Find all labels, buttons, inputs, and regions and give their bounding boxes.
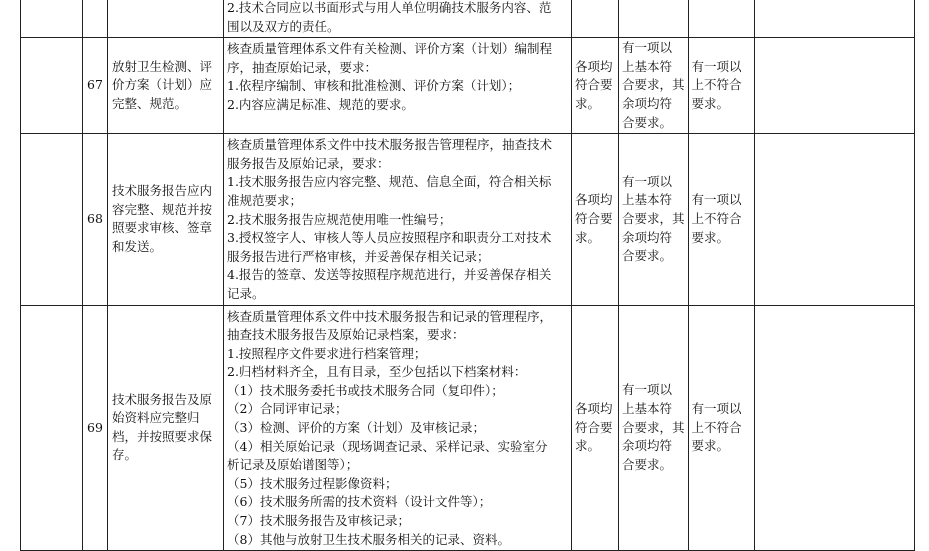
check-line: 1.按照程序文件要求进行档案管理；	[227, 345, 427, 361]
basic-line: 有一项以	[622, 40, 673, 56]
item-line: 照要求审核、签章	[112, 220, 213, 236]
standard-line: 各项均	[575, 192, 613, 208]
fail-line: 有一项以	[691, 192, 742, 208]
basic-compliant-cell	[619, 305, 689, 551]
item-line: 技术服务报告应内	[112, 183, 213, 199]
item-line: 容完整、规范并按	[112, 201, 213, 217]
item-description	[108, 38, 224, 134]
item-description	[108, 305, 224, 551]
check-line: 核查质量管理体系文件中技术服务报告管理程序，抽查技术	[227, 137, 553, 153]
item-line: 始资料应完整归	[112, 410, 200, 426]
check-method	[224, 305, 572, 551]
fail-line: 要求。	[691, 229, 730, 245]
fail-line: 上不符合	[691, 211, 742, 227]
check-line: 核查质量管理体系文件有关检测、评价方案（计划）编制程	[227, 41, 553, 57]
basic-line: 余项均符	[622, 229, 673, 245]
non-compliant-cell	[688, 0, 754, 38]
basic-line: 合要求，其	[622, 77, 685, 93]
standard-line: 求。	[575, 95, 601, 111]
basic-line: 合要求，其	[622, 419, 685, 435]
basic-compliant-cell	[619, 0, 689, 38]
standard-line: 符合要	[575, 77, 613, 93]
check-line: 3.授权签字人、审核人等人员应按照程序和职责分工对技术	[227, 230, 552, 246]
item-line: 价方案（计划）应	[112, 77, 213, 93]
right-blank-cell	[754, 134, 914, 305]
table-row	[21, 38, 915, 134]
standard-line: 求。	[575, 438, 601, 454]
check-line: 抽查技术服务报告及原始记录档案，要求：	[227, 327, 465, 343]
fail-line: 有一项以	[691, 400, 742, 416]
check-line: 2.技术合同应以书面形式与用人单位明确技术服务内容、范	[227, 0, 552, 15]
standard-line: 各项均	[575, 400, 613, 416]
standard-line: 各项均	[575, 58, 613, 74]
standard-line: 符合要	[575, 419, 613, 435]
check-line: 4.报告的签章、发送等按照程序规范进行，并妥善保存相关	[227, 267, 552, 283]
left-margin-cell	[21, 134, 83, 305]
item-line: 存。	[112, 447, 138, 463]
item-line: 放射卫生检测、评	[112, 58, 213, 74]
left-margin-cell	[21, 38, 83, 134]
check-line: （8）其他与放射卫生技术服务相关的记录、资料。	[227, 531, 510, 547]
non-compliant-cell	[688, 38, 754, 134]
standard-compliant-cell	[572, 134, 619, 305]
check-line: （1）技术服务委托书或技术服务合同（复印件）；	[227, 382, 504, 398]
check-method	[224, 0, 572, 38]
basic-compliant-cell	[619, 134, 689, 305]
check-line: 记录。	[227, 285, 265, 301]
basic-compliant-cell	[619, 38, 689, 134]
check-line: 2.归档材料齐全，且有目录，至少包括以下档案材料：	[227, 364, 527, 380]
basic-line: 上基本符	[622, 192, 673, 208]
check-line: （7）技术服务报告及审核记录；	[227, 513, 410, 529]
basic-line: 合要求，其	[622, 211, 685, 227]
standard-line: 求。	[575, 229, 601, 245]
item-line: 和发送。	[112, 238, 163, 254]
basic-line: 余项均符	[622, 438, 673, 454]
check-line: 围以及双方的责任。	[227, 18, 340, 34]
standard-compliant-cell	[572, 38, 619, 134]
non-compliant-cell	[688, 305, 754, 551]
right-blank-cell	[754, 0, 914, 38]
check-line: 服务报告进行严格审核，并妥善保存相关记录；	[227, 248, 490, 264]
check-line: 2.内容应满足标准、规范的要求。	[227, 96, 414, 112]
check-line: （2）合同评审记录；	[227, 401, 348, 417]
check-line: 2.技术服务报告应规范使用唯一性编号；	[227, 211, 452, 227]
table-row	[21, 305, 915, 551]
check-method	[224, 134, 572, 305]
check-line: 序，抽查原始记录，要求：	[227, 59, 378, 75]
left-margin-cell	[21, 305, 83, 551]
check-line: 析记录及原始谱图等）；	[227, 457, 359, 473]
check-line: 核查质量管理体系文件中技术服务报告和记录的管理程序，	[227, 308, 553, 324]
fail-line: 要求。	[691, 438, 730, 454]
item-description	[108, 0, 224, 38]
check-line: （4）相关原始记录（现场调查记录、采样记录、实验室分	[227, 438, 548, 454]
item-line: 技术服务报告及原	[112, 391, 213, 407]
fail-line: 上不符合	[691, 77, 742, 93]
check-line: 服务报告及原始记录，要求：	[227, 155, 390, 171]
check-method	[224, 38, 572, 134]
non-compliant-cell	[688, 134, 754, 305]
item-description	[108, 134, 224, 305]
evaluation-table	[20, 0, 915, 551]
right-blank-cell	[754, 38, 914, 134]
left-margin-cell	[21, 0, 83, 38]
fail-line: 上不符合	[691, 419, 742, 435]
table-row	[21, 0, 915, 38]
check-line: （6）技术服务所需的技术资料（设计文件等）；	[227, 494, 492, 510]
standard-compliant-cell	[572, 305, 619, 551]
check-line: （3）检测、评价的方案（计划）及审核记录；	[227, 420, 485, 436]
basic-line: 合要求。	[622, 456, 673, 472]
item-number: 68	[83, 134, 108, 305]
basic-line: 有一项以	[622, 173, 673, 189]
standard-compliant-cell	[572, 0, 619, 38]
basic-line: 余项均符	[622, 95, 673, 111]
basic-line: 上基本符	[622, 58, 673, 74]
fail-line: 要求。	[691, 95, 730, 111]
item-number: 69	[83, 305, 108, 551]
item-line: 档，并按照要求保	[112, 428, 213, 444]
item-number: 67	[83, 38, 108, 134]
fail-line: 有一项以	[691, 58, 742, 74]
basic-line: 有一项以	[622, 382, 673, 398]
table-row	[21, 134, 915, 305]
check-line: 准规范要求；	[227, 192, 303, 208]
check-line: （5）技术服务过程影像资料；	[227, 475, 398, 491]
basic-line: 合要求。	[622, 248, 673, 264]
check-line: 1.依程序编制、审核和批准检测、评价方案（计划）；	[227, 78, 521, 94]
basic-line: 合要求。	[622, 114, 673, 130]
standard-line: 符合要	[575, 211, 613, 227]
basic-line: 上基本符	[622, 400, 673, 416]
check-line: 1.技术服务报告应内容完整、规范、信息全面，符合相关标	[227, 174, 552, 190]
item-number	[83, 0, 108, 38]
item-line: 完整、规范。	[112, 95, 188, 111]
right-blank-cell	[754, 305, 914, 551]
